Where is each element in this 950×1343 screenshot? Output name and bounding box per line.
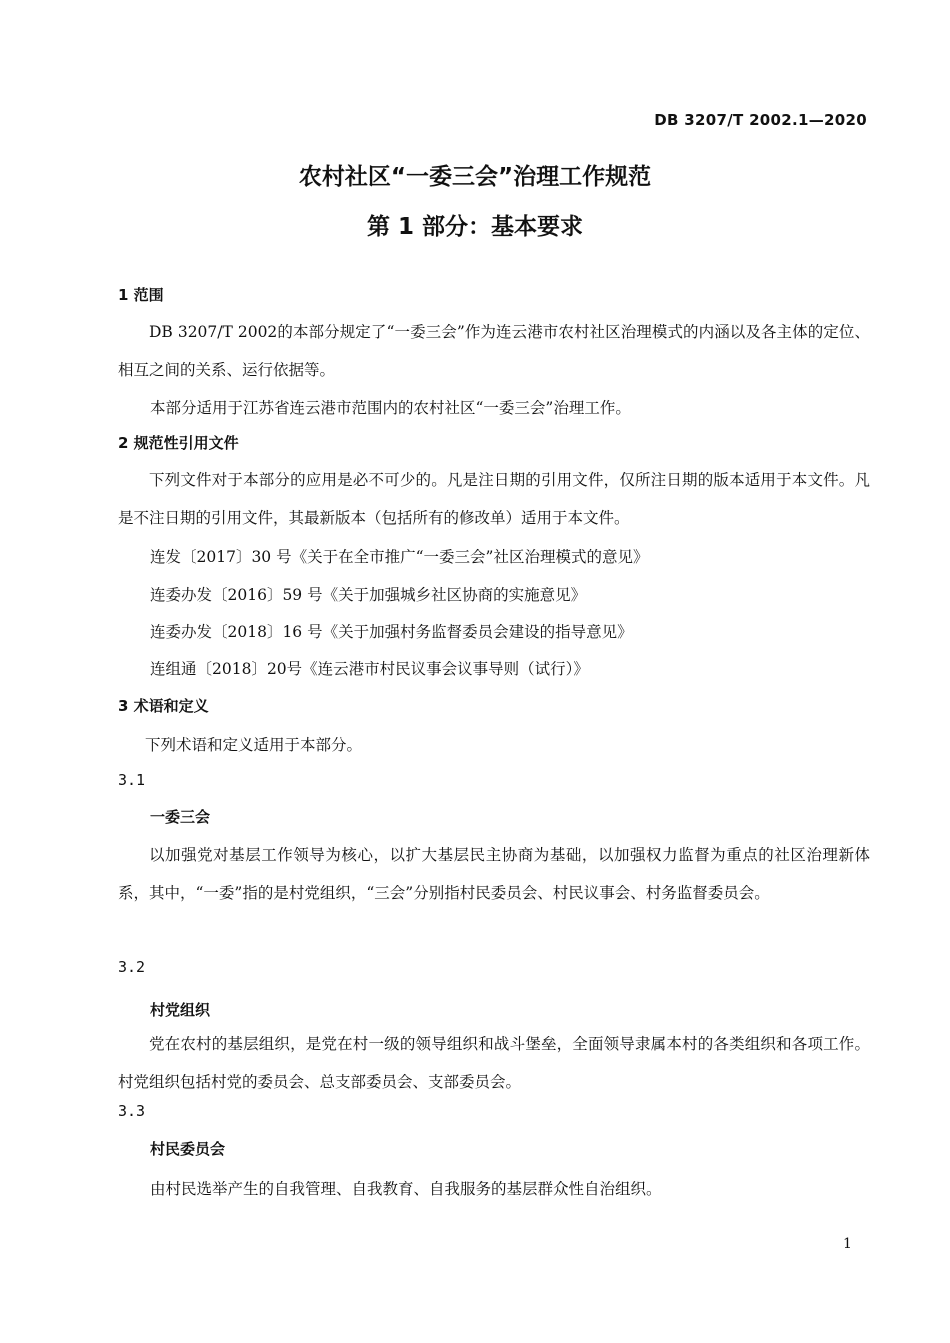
term-definition: 以加强党对基层工作领导为核心，以扩大基层民主协商为基础，以加强权力监督为重点的社区治理新体系，其中，“一委”指的是村党组织，“三会”分别指村民委员会、村民议事会、村务监督委员会。 (118, 846, 870, 902)
standard-number: DB 3207/T 2002.1—2020 (654, 111, 867, 129)
term-name: 一委三会 (150, 808, 211, 826)
reference-item: 连委办发〔2016〕59 号《关于加强城乡社区协商的实施意见》 (150, 586, 587, 604)
section-2-heading: 2 规范性引用文件 (118, 434, 239, 452)
section-2-paragraph-1: 下列文件对于本部分的应用是必不可少的。凡是注日期的引用文件，仅所注日期的版本适用于本文件。凡是不注日期的引用文件，其最新版本（包括所有的修改单）适用于本文件。 (118, 471, 870, 527)
reference-item: 连组通〔2018〕20号《连云港市村民议事会议事导则（试行）》 (150, 660, 589, 678)
reference-item: 连发〔2017〕30 号《关于在全市推广“一委三会”社区治理模式的意见》 (150, 548, 649, 566)
term-name: 村党组织 (150, 1001, 211, 1019)
section-1-heading: 1 范围 (118, 286, 164, 304)
section-1-paragraph-1: DB 3207/T 2002的本部分规定了“一委三会”作为连云港市农村社区治理模式的内涵以及各主体的定位、相互之间的关系、运行依据等。 (118, 323, 870, 379)
page-number: 1 (843, 1236, 852, 1252)
document-title: 农村社区“一委三会”治理工作规范 (298, 164, 652, 190)
reference-item: 连委办发〔2018〕16 号《关于加强村务监督委员会建设的指导意见》 (150, 623, 633, 641)
section-3-heading: 3 术语和定义 (118, 697, 209, 715)
term-number: 3.2 (118, 958, 146, 976)
term-number: 3.1 (118, 771, 146, 789)
term-number: 3.3 (118, 1102, 146, 1120)
term-definition: 由村民选举产生的自我管理、自我教育、自我服务的基层群众性自治组织。 (150, 1180, 662, 1198)
term-definition: 党在农村的基层组织，是党在村一级的领导组织和战斗堡垒，全面领导隶属本村的各类组织和各项工作。村党组织包括村党的委员会、总支部委员会、支部委员会。 (118, 1035, 870, 1091)
section-1-paragraph-2: 本部分适用于江苏省连云港市范围内的农村社区“一委三会”治理工作。 (150, 399, 631, 417)
section-3-intro: 下列术语和定义适用于本部分。 (145, 736, 363, 754)
document-subtitle: 第 1 部分：基本要求 (366, 214, 584, 240)
term-name: 村民委员会 (150, 1140, 226, 1158)
